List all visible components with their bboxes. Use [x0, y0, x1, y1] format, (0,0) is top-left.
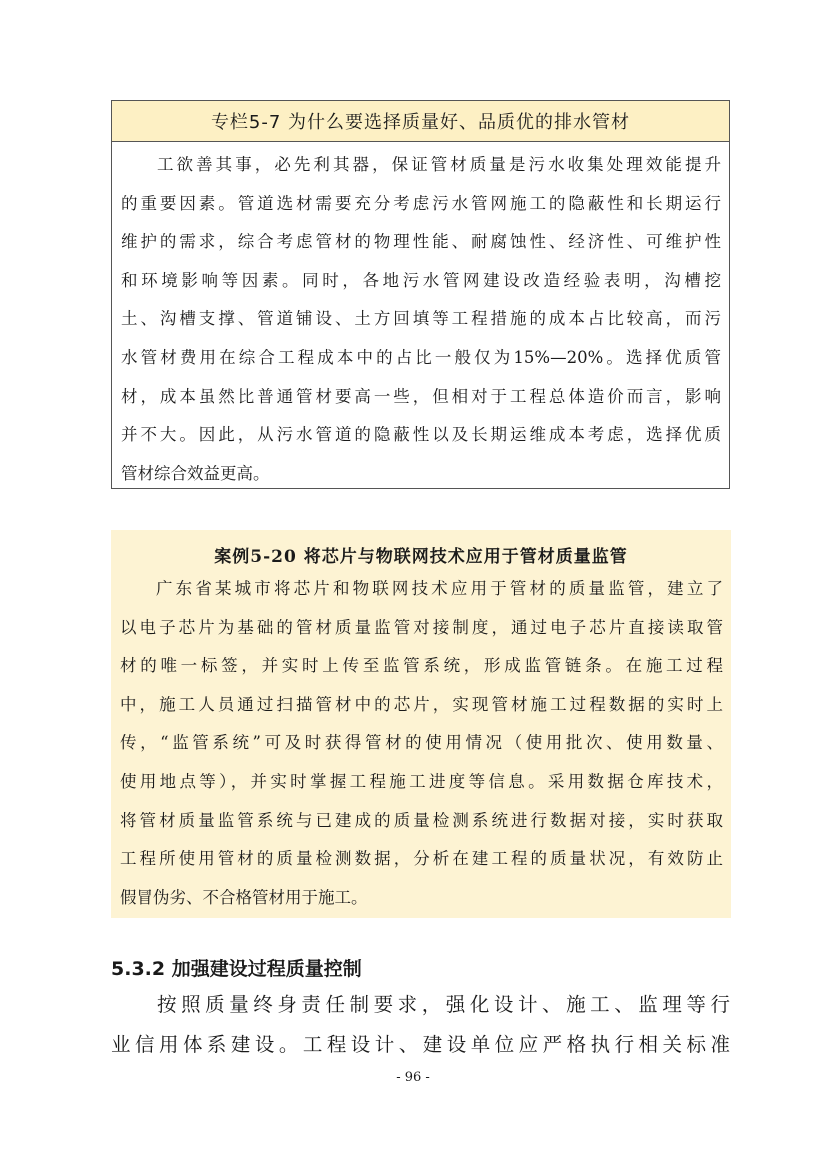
text-line: 并不大。因此，从污水管道的隐蔽性以及长期运维成本考虑，选择优质 — [121, 425, 721, 445]
text-line: 维护的需求，综合考虑管材的物理性能、耐腐蚀性、经济性、可维护性 — [121, 232, 721, 252]
section-heading: 5.3.2 加强建设过程质量控制 — [111, 958, 362, 980]
text-line: 土、沟槽支撑、管道铺设、土方回填等工程措施的成本占比较高，而污 — [121, 309, 721, 329]
text-line: 广东省某城市将芯片和物联网技术应用于管材的质量监管，建立了 — [156, 579, 723, 598]
text-line: 管材综合效益更高。 — [121, 463, 270, 483]
text-line: 和环境影响等因素。同时，各地污水管网建设改造经验表明，沟槽挖 — [121, 270, 721, 290]
text-line: 假冒伪劣、不合格管材用于施工。 — [120, 887, 368, 907]
text-line: 按照质量终身责任制要求，强化设计、施工、监理等行 — [157, 993, 730, 1016]
text-line: 工程所使用管材的质量检测数据，分析在建工程的质量状况，有效防止 — [120, 849, 723, 869]
column-title: 专栏5-7 为什么要选择质量好、品质优的排水管材 — [112, 101, 729, 142]
text-line: 的重要因素。管道选材需要充分考虑污水管网施工的隐蔽性和长期运行 — [121, 193, 721, 213]
text-line: 传，“监管系统”可及时获得管材的使用情况（使用批次、使用数量、 — [120, 733, 723, 753]
text-line: 中，施工人员通过扫描管材中的芯片，实现管材施工过程数据的实时上 — [120, 694, 723, 714]
section-paragraph — [111, 985, 730, 1065]
text-line: 材的唯一标签，并实时上传至监管系统，形成监管链条。在施工过程 — [120, 656, 723, 676]
column-box — [111, 100, 730, 489]
text-line: 以电子芯片为基础的管材质量监管对接制度，通过电子芯片直接读取管 — [120, 617, 723, 637]
case-body — [120, 570, 723, 917]
text-line: 水管材费用在综合工程成本中的占比一般仅为15%—20%。选择优质管 — [121, 347, 721, 367]
text-line: 工欲善其事，必先利其器，保证管材质量是污水收集处理效能提升 — [157, 155, 721, 174]
case-title: 案例5-20 将芯片与物联网技术应用于管材质量监管 — [214, 547, 628, 567]
text-line: 业信用体系建设。工程设计、建设单位应严格执行相关标准 — [111, 1033, 730, 1056]
text-line: 使用地点等），并实时掌握工程施工进度等信息。采用数据仓库技术， — [120, 771, 723, 791]
page-number: - 96 - — [396, 1070, 430, 1085]
text-line: 材，成本虽然比普通管材要高一些，但相对于工程总体造价而言，影响 — [121, 386, 721, 406]
case-box — [111, 530, 731, 918]
text-line: 将管材质量监管系统与已建成的质量检测系统进行数据对接，实时获取 — [120, 810, 723, 830]
column-body — [121, 146, 721, 493]
